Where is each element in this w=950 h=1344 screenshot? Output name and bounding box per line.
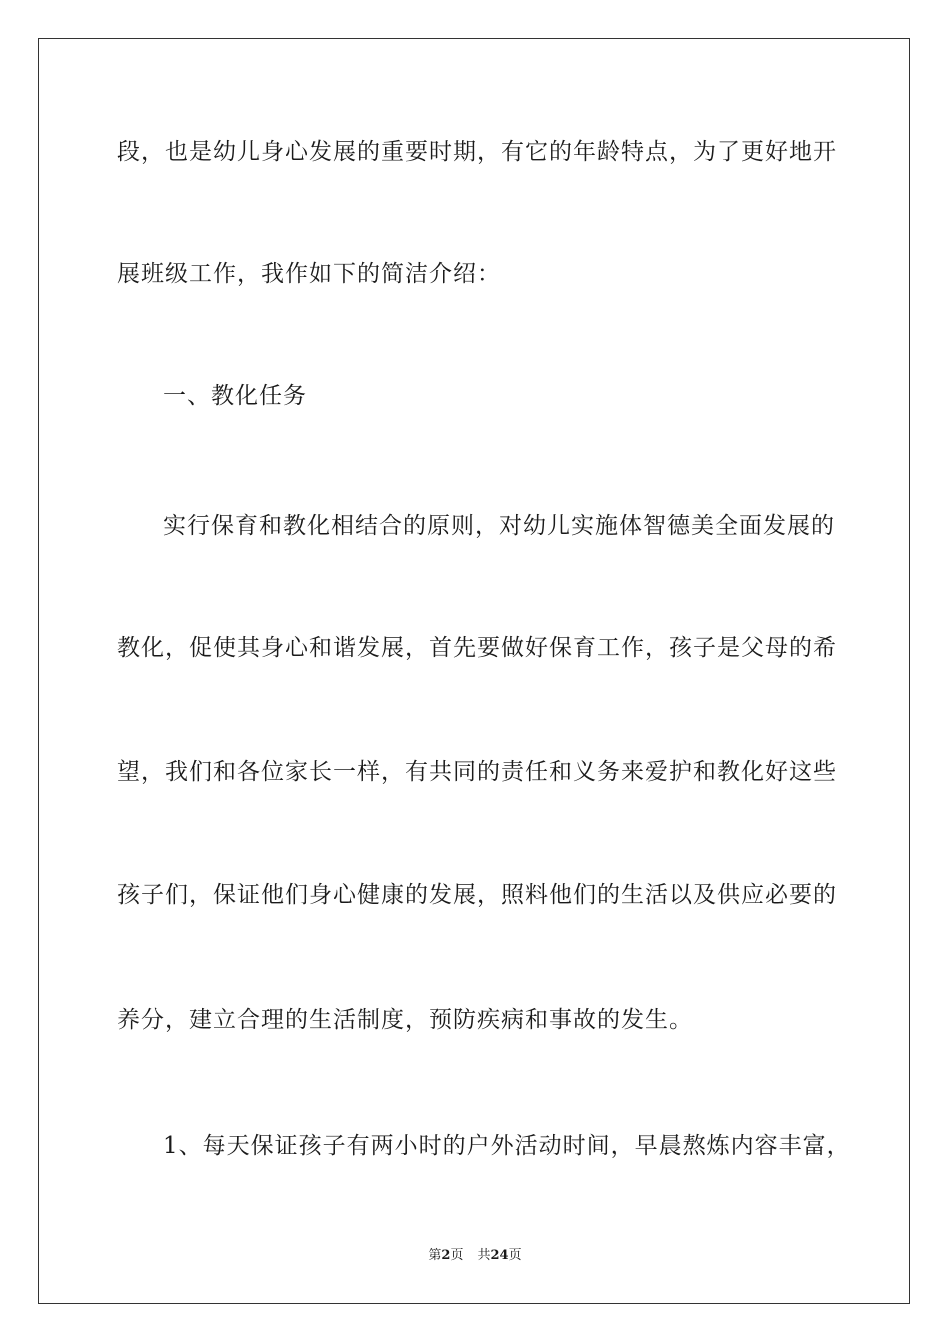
body-text-line: 养分，建立合理的生活制度，预防疾病和事故的发生。 bbox=[117, 1007, 693, 1033]
total-prefix: 共 bbox=[477, 1248, 491, 1263]
page-footer bbox=[0, 1247, 950, 1265]
body-text-line: 孩子们，保证他们身心健康的发展，照料他们的生活以及供应必要的 bbox=[117, 882, 837, 908]
body-text-line: 教化，促使其身心和谐发展，首先要做好保育工作，孩子是父母的希 bbox=[117, 635, 837, 661]
page-prefix: 第 bbox=[428, 1248, 442, 1263]
list-item-text: 1、每天保证孩子有两小时的户外活动时间，早晨熬炼内容丰富， bbox=[163, 1133, 851, 1159]
body-text-line: 实行保育和教化相结合的原则，对幼儿实施体智德美全面发展的 bbox=[163, 513, 835, 539]
body-text-line: 展班级工作，我作如下的简洁介绍： bbox=[117, 261, 501, 287]
section-heading: 一、教化任务 bbox=[163, 383, 307, 409]
page-number: 2 bbox=[441, 1248, 451, 1263]
total-suffix: 页 bbox=[508, 1248, 522, 1263]
page-suffix: 页 bbox=[450, 1248, 464, 1263]
body-text-line: 段，也是幼儿身心发展的重要时期，有它的年龄特点，为了更好地开 bbox=[117, 139, 837, 165]
total-pages: 24 bbox=[490, 1248, 509, 1263]
body-text-line: 望，我们和各位家长一样，有共同的责任和义务来爱护和教化好这些 bbox=[117, 759, 837, 785]
page-border bbox=[38, 38, 910, 1304]
